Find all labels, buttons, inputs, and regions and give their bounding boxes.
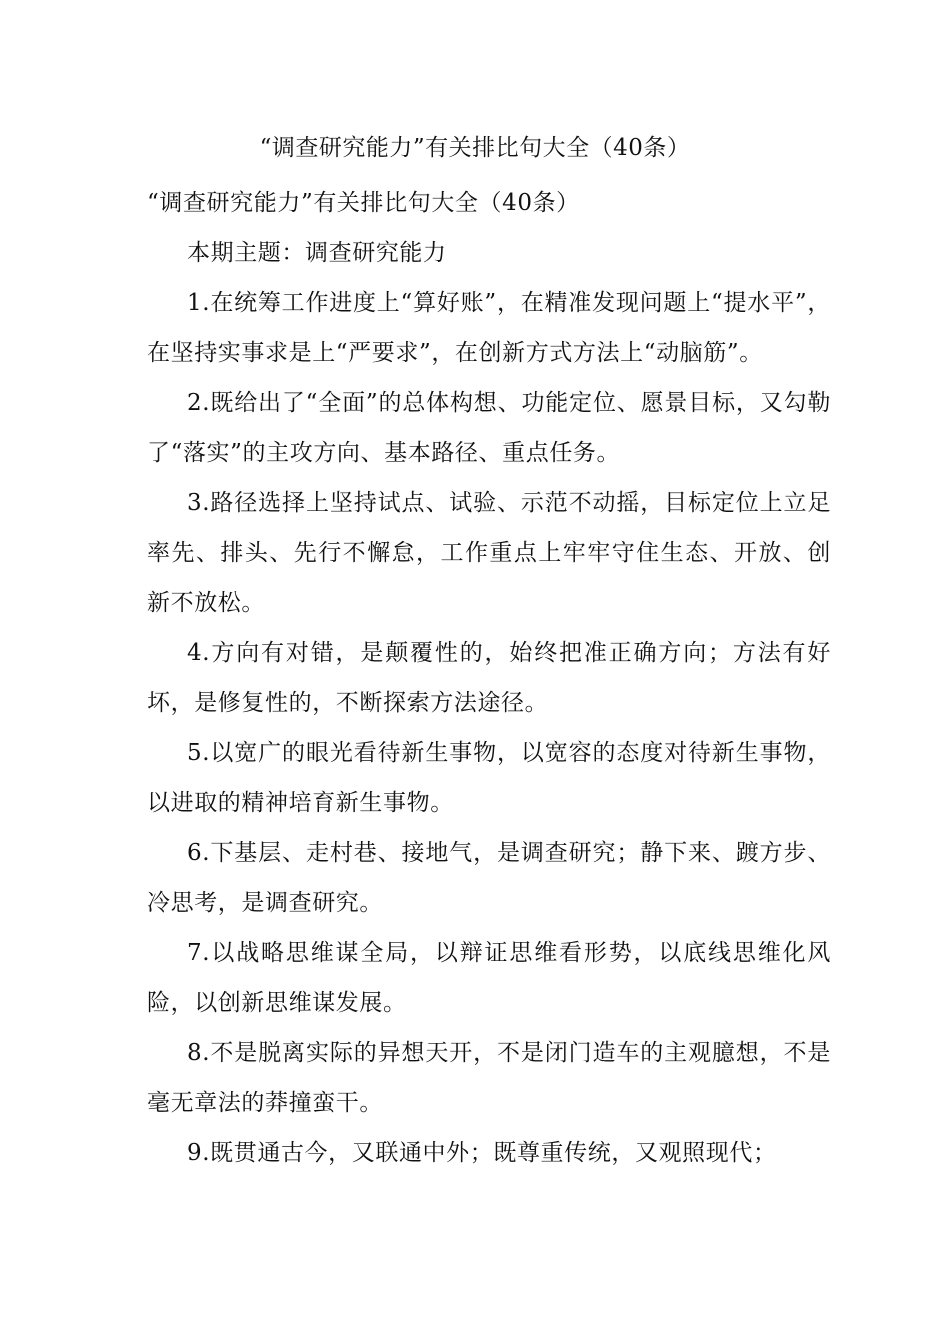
document-title: “调查研究能力”有关排比句大全（40条）: [259, 135, 691, 161]
list-item: 3.路径选择上坚持试点、试验、示范不动摇，目标定位上立足率先、排头、先行不懈怠，工作重点上牢牢守住生态、开放、创新不放松。: [147, 490, 831, 616]
document-body: [147, 178, 831, 1178]
list-item: 5.以宽广的眼光看待新生事物，以宽容的态度对待新生事物，以进取的精神培育新生事物。: [147, 740, 831, 816]
list-item: 4.方向有对错，是颠覆性的，始终把准正确方向；方法有好坏，是修复性的，不断探索方法途径。: [147, 640, 831, 716]
list-item: 7.以战略思维谋全局，以辩证思维看形势，以底线思维化风险，以创新思维谋发展。: [147, 940, 831, 1016]
list-item: 2.既给出了“全面”的总体构想、功能定位、愿景目标，又勾勒了“落实”的主攻方向、基本路径、重点任务。: [147, 390, 831, 466]
list-item: 1.在统筹工作进度上“算好账”，在精准发现问题上“提水平”，在坚持实事求是上“严要求”，在创新方式方法上“动脑筋”。: [147, 290, 831, 366]
theme-line: 本期主题：调查研究能力: [187, 240, 447, 266]
list-item: 9.既贯通古今，又联通中外；既尊重传统，又观照现代；: [187, 1140, 777, 1166]
document-subtitle: “调查研究能力”有关排比句大全（40条）: [147, 190, 580, 216]
list-item: 8.不是脱离实际的异想天开，不是闭门造车的主观臆想，不是毫无章法的莽撞蛮干。: [147, 1040, 831, 1116]
list-item: 6.下基层、走村巷、接地气，是调查研究；静下来、踱方步、冷思考，是调查研究。: [147, 840, 831, 916]
